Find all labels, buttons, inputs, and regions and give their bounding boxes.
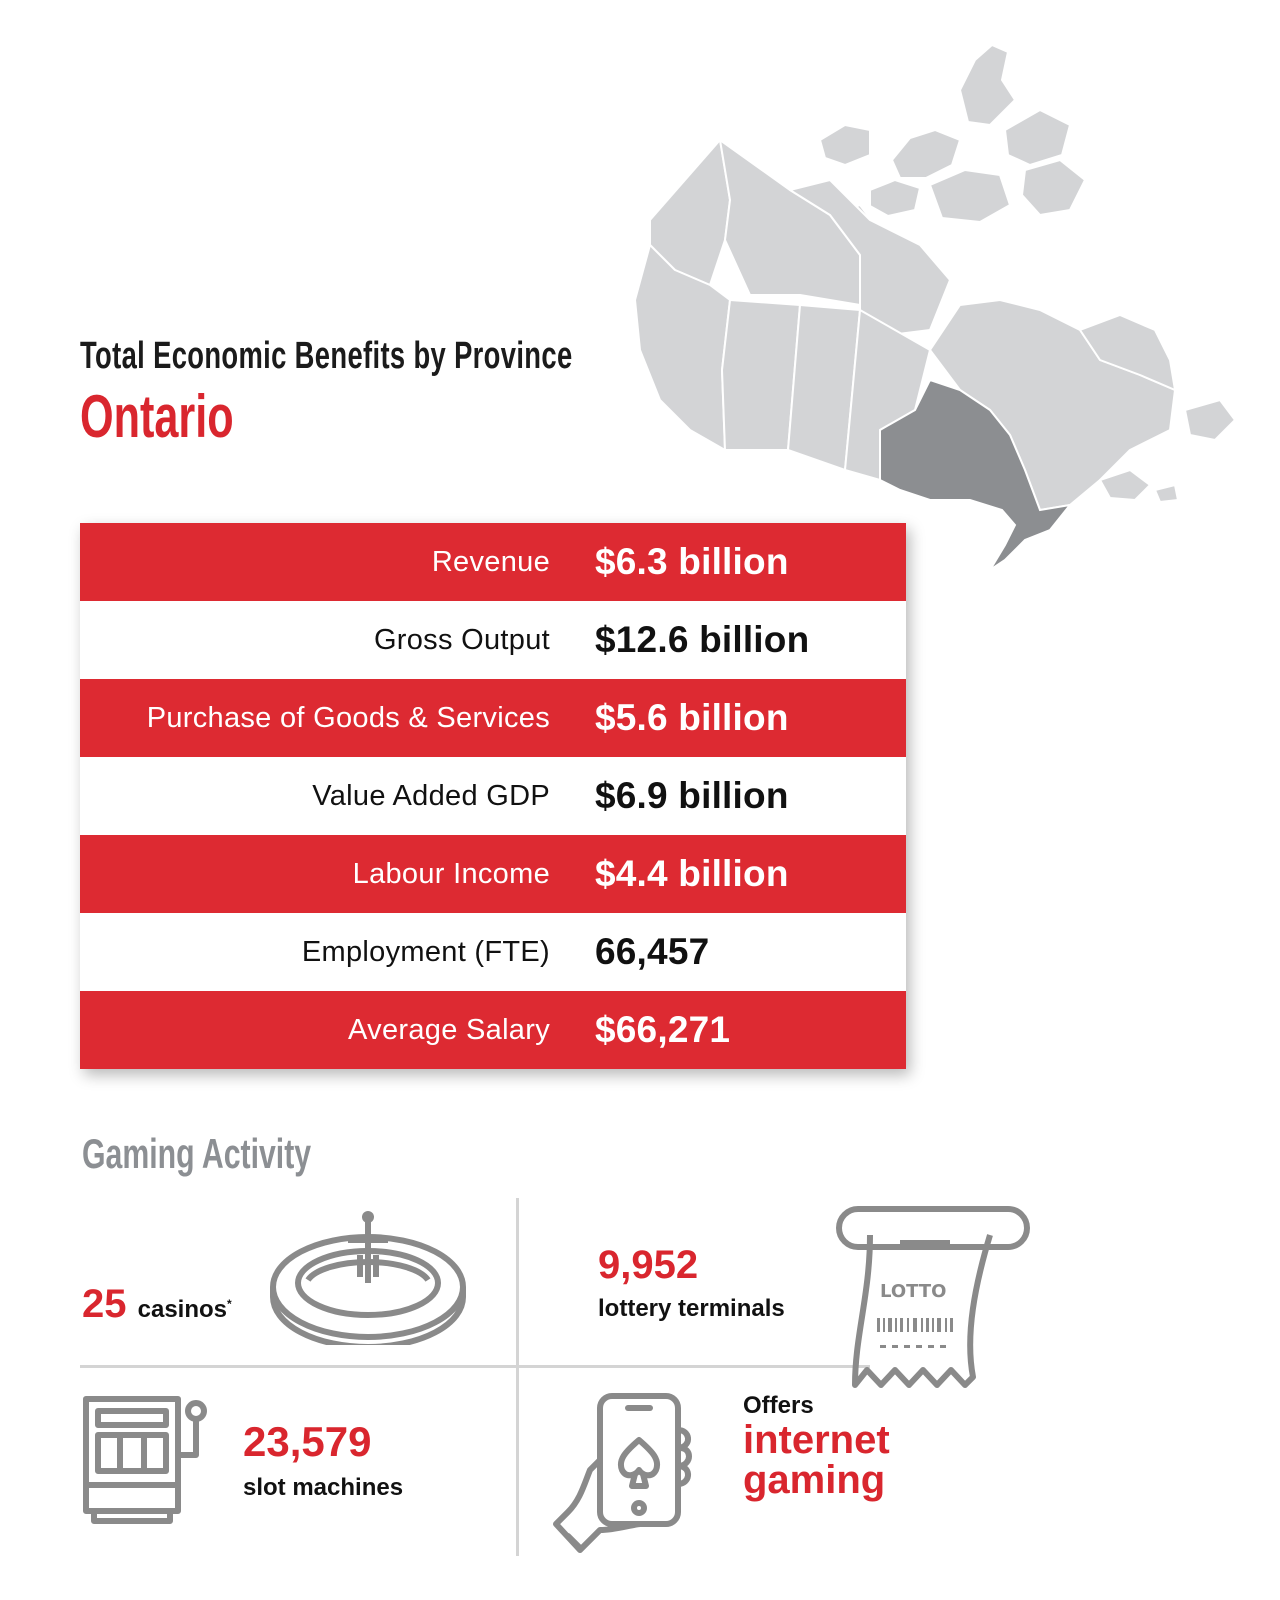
lottery-label: lottery terminals bbox=[598, 1295, 785, 1322]
stat-value: $6.3 billion bbox=[595, 541, 789, 582]
stats-table bbox=[80, 523, 906, 1069]
stat-label: Employment (FTE) bbox=[301, 935, 550, 968]
stat-value: $12.6 billion bbox=[595, 619, 810, 660]
stat-label: Purchase of Goods & Services bbox=[146, 701, 550, 734]
slots-count: 23,579 bbox=[243, 1418, 372, 1465]
casinos-label bbox=[138, 1296, 232, 1323]
casinos-number: 25 bbox=[82, 1282, 127, 1326]
province-name: Ontario bbox=[80, 383, 234, 450]
title-block bbox=[80, 335, 764, 451]
casinos-footnote: * bbox=[227, 1297, 232, 1311]
stat-row-labour-income bbox=[80, 835, 906, 913]
internet-prefix: Offers bbox=[743, 1392, 814, 1419]
canada-map-icon bbox=[630, 30, 1270, 600]
stat-value: $6.9 billion bbox=[595, 775, 789, 816]
phone-spade-icon bbox=[550, 1390, 720, 1560]
lotto-text: LOTTO bbox=[880, 1281, 947, 1302]
stat-label: Average Salary bbox=[348, 1013, 550, 1046]
lottery-count: 9,952 bbox=[598, 1243, 699, 1287]
stat-value: $4.4 billion bbox=[595, 853, 789, 894]
stat-value: $66,271 bbox=[595, 1009, 731, 1050]
slots-label: slot machines bbox=[243, 1474, 404, 1501]
stat-row-gross-output bbox=[80, 601, 906, 679]
stat-row-revenue bbox=[80, 523, 906, 601]
gaming-activity-heading: Gaming Activity bbox=[82, 1130, 312, 1177]
stat-value: $5.6 billion bbox=[595, 697, 789, 738]
page-title: Total Economic Benefits by Province bbox=[80, 335, 573, 377]
grid-divider-horizontal bbox=[80, 1365, 870, 1368]
internet-line2: gaming bbox=[743, 1458, 886, 1502]
stat-row-purchases bbox=[80, 679, 906, 757]
internet-line1: internet bbox=[743, 1418, 890, 1462]
stat-label: Value Added GDP bbox=[312, 779, 550, 812]
slot-machine-icon bbox=[82, 1395, 212, 1525]
stat-label: Gross Output bbox=[373, 623, 550, 656]
stat-label: Revenue bbox=[431, 545, 550, 578]
stat-value: 66,457 bbox=[595, 931, 710, 972]
roulette-wheel-icon bbox=[268, 1205, 468, 1345]
casinos-count bbox=[82, 1282, 232, 1327]
stat-row-average-salary bbox=[80, 991, 906, 1069]
casinos-label-text: casinos bbox=[137, 1296, 228, 1323]
stat-label: Labour Income bbox=[352, 857, 550, 890]
stat-row-gdp bbox=[80, 757, 906, 835]
grid-divider-vertical bbox=[516, 1198, 519, 1556]
stat-row-employment bbox=[80, 913, 906, 991]
lotto-ticket-icon bbox=[835, 1205, 1035, 1395]
